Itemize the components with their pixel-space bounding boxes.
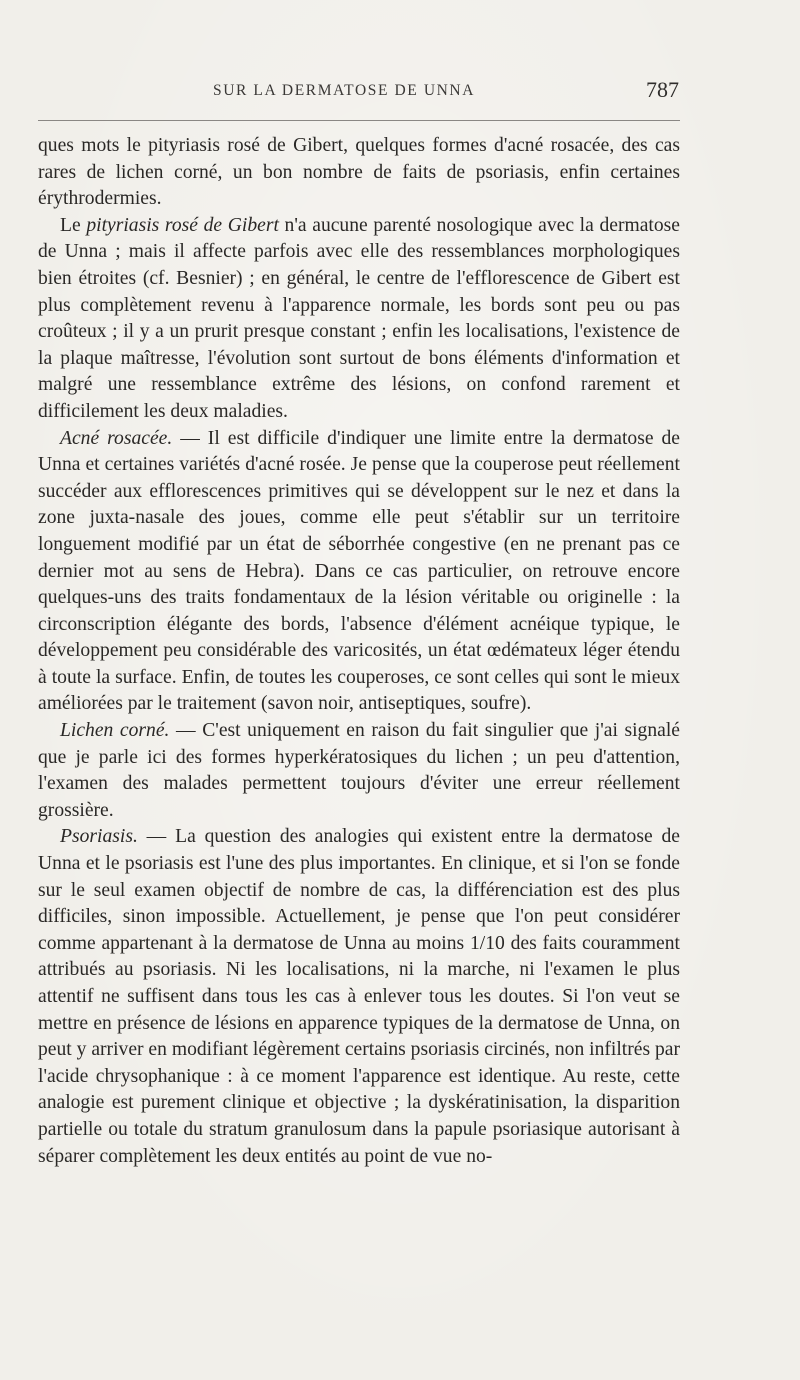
paragraph-lead: Le (60, 214, 87, 236)
paragraph-term: pityriasis rosé de Gibert (86, 214, 279, 236)
paragraph-term: Psoriasis. (60, 826, 138, 848)
paragraph-text: — Il est difficile d'indiquer une limite entre la dermatose de Unna et certaines variétés d'acné rosée. Je pense que la couperose peut réellement succéder aux efflorescences primitives qui se développent sur le nez et dans la zone juxta-nasale des joues, comme elle peut s'établir sur un territoire longuement modifié par un état de séborrhée congestive (en ne prenant pas ce dernier mot au sens de Hebra). Dans ce cas particulier, on retrouve encore quelques-uns des traits fondamentaux de la lésion véritable ou originelle : la circonscription élégante des bords, l'absence d'élément acnéique typique, le développement peu considérable des varicosités, un état œdémateux léger étendu à toute la surface. Enfin, de toutes les couperoses, ce sont celles qui sont le mieux améliorées par le traitement (savon noir, antiseptiques, soufre). (38, 427, 680, 715)
page-number: 787 (646, 77, 679, 102)
running-head (38, 77, 680, 114)
paragraph-lichen-corne (38, 718, 680, 824)
paragraph-continuation (38, 133, 680, 213)
paragraph-text: n'a aucune parenté nosologique avec la dermatose de Unna ; mais il affecte parfois avec elle des ressemblances morphologiques bien étroites (cf. Besnier) ; en général, le centre de l'efflorescence de Gibert est plus complètement revenu à l'apparence normale, les bords sont peu ou pas croûteux ; il y a un prurit presque constant ; enfin les localisations, l'existence de la plaque maîtresse, l'évolution sont surtout de bons éléments d'information et malgré une ressemblance extrême des lésions, on confond rarement et difficilement les deux maladies. (38, 214, 680, 422)
paragraph-text: — La question des analogies qui existent entre la dermatose de Unna et le psoriasis est l'une des plus importantes. En clinique, et si l'on se fonde sur le seul examen objectif de nombre de cas, la différenciation est des plus difficiles, sinon impossible. Actuellement, je pense que l'on peut considérer comme appartenant à la dermatose de Unna au moins 1/10 des faits couramment attribués au psoriasis. Ni les localisations, ni la marche, ni l'examen le plus attentif ne suffisent dans tous les cas à enlever tous les doutes. Si l'on veut se mettre en présence de lésions en apparence typiques de la dermatose de Unna, on peut y arriver en modifiant légèrement certains psoriasis circinés, non infiltrés par l'acide chrysophanique : à ce moment l'apparence est identique. Au reste, cette analogie est purement clinique et objective ; la dyskératinisation, la disparition partielle ou totale du stratum granulosum dans la papule psoriasique autorisant à séparer complètement les deux entités au point de vue no- (38, 826, 681, 1167)
paragraph-term: Lichen corné. (60, 720, 170, 742)
paragraph-term: Acné rosacée. (60, 427, 173, 449)
paragraph-text: ques mots le pityriasis rosé de Gibert, quelques formes d'acné rosacée, des cas rares de lichen corné, un bon nombre de faits de psoriasis, enfin certaines érythrodermies. (38, 135, 680, 210)
running-title: SUR LA DERMATOSE DE UNNA (213, 82, 476, 99)
body-text (38, 133, 680, 1170)
paragraph-psoriasis (38, 824, 680, 1170)
header-rule (38, 120, 680, 121)
paragraph-acne-rosacee (38, 426, 680, 719)
paragraph-pityriasis (38, 213, 680, 426)
paragraph-text: — C'est uniquement en raison du fait singulier que j'ai signalé que je parle ici des formes hyperkératosiques du lichen ; un peu d'attention, l'examen des malades permettent toujours d'éviter une erreur réellement grossière. (38, 720, 680, 821)
